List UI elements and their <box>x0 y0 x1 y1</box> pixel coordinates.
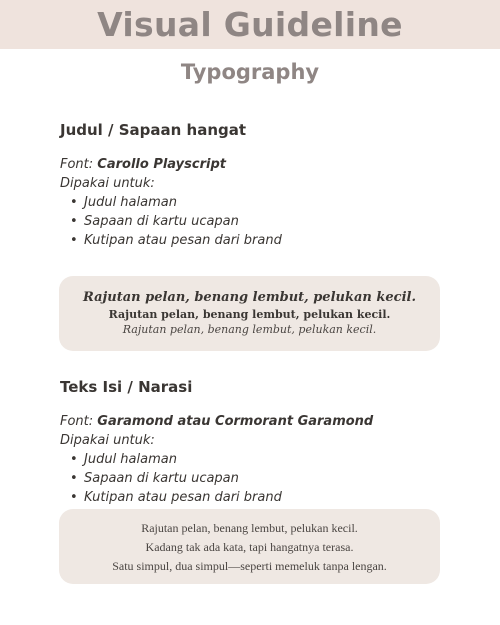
list-item: • Judul halaman <box>84 450 460 469</box>
sample-line: Satu simpul, dua simpul—seperti memeluk tanpa lengan. <box>112 559 387 573</box>
font-line <box>60 412 460 431</box>
sample-line: Kadang tak ada kata, tapi hangatnya terasa. <box>145 540 354 554</box>
used-for-label: Dipakai untuk: <box>60 176 155 191</box>
font-label: Font: <box>60 414 94 429</box>
section-heading: Judul / Sapaan hangat <box>60 121 247 139</box>
uses-list <box>60 193 460 250</box>
font-name: Garamond atau Cormorant Garamond <box>97 414 374 429</box>
header-banner <box>0 0 500 49</box>
list-item: • Judul halaman <box>84 193 460 212</box>
font-name: Carollo Playscript <box>97 157 226 172</box>
page-title: Visual Guideline <box>97 5 403 44</box>
typography-section-heading-font <box>60 121 460 250</box>
sample-line: Rajutan pelan, benang lembut, pelukan kecil. <box>141 521 358 535</box>
list-item: • Kutipan atau pesan dari brand <box>84 488 460 507</box>
sample-line: Rajutan pelan, benang lembut, pelukan kecil. <box>83 290 416 305</box>
uses-list <box>60 450 460 507</box>
sample-line: Rajutan pelan, benang lembut, pelukan kecil. <box>122 323 377 336</box>
used-for-label: Dipakai untuk: <box>60 433 155 448</box>
list-item: • Kutipan atau pesan dari brand <box>84 231 460 250</box>
font-sample-box <box>59 509 440 584</box>
section-heading: Teks Isi / Narasi <box>60 378 193 396</box>
font-label: Font: <box>60 157 94 172</box>
list-item: • Sapaan di kartu ucapan <box>84 469 460 488</box>
list-item: • Sapaan di kartu ucapan <box>84 212 460 231</box>
section-title-typography: Typography <box>180 60 320 84</box>
font-sample-box <box>59 276 440 351</box>
font-line <box>60 155 460 174</box>
typography-section-body-font <box>60 378 460 507</box>
sample-line: Rajutan pelan, benang lembut, pelukan kecil. <box>108 308 391 321</box>
